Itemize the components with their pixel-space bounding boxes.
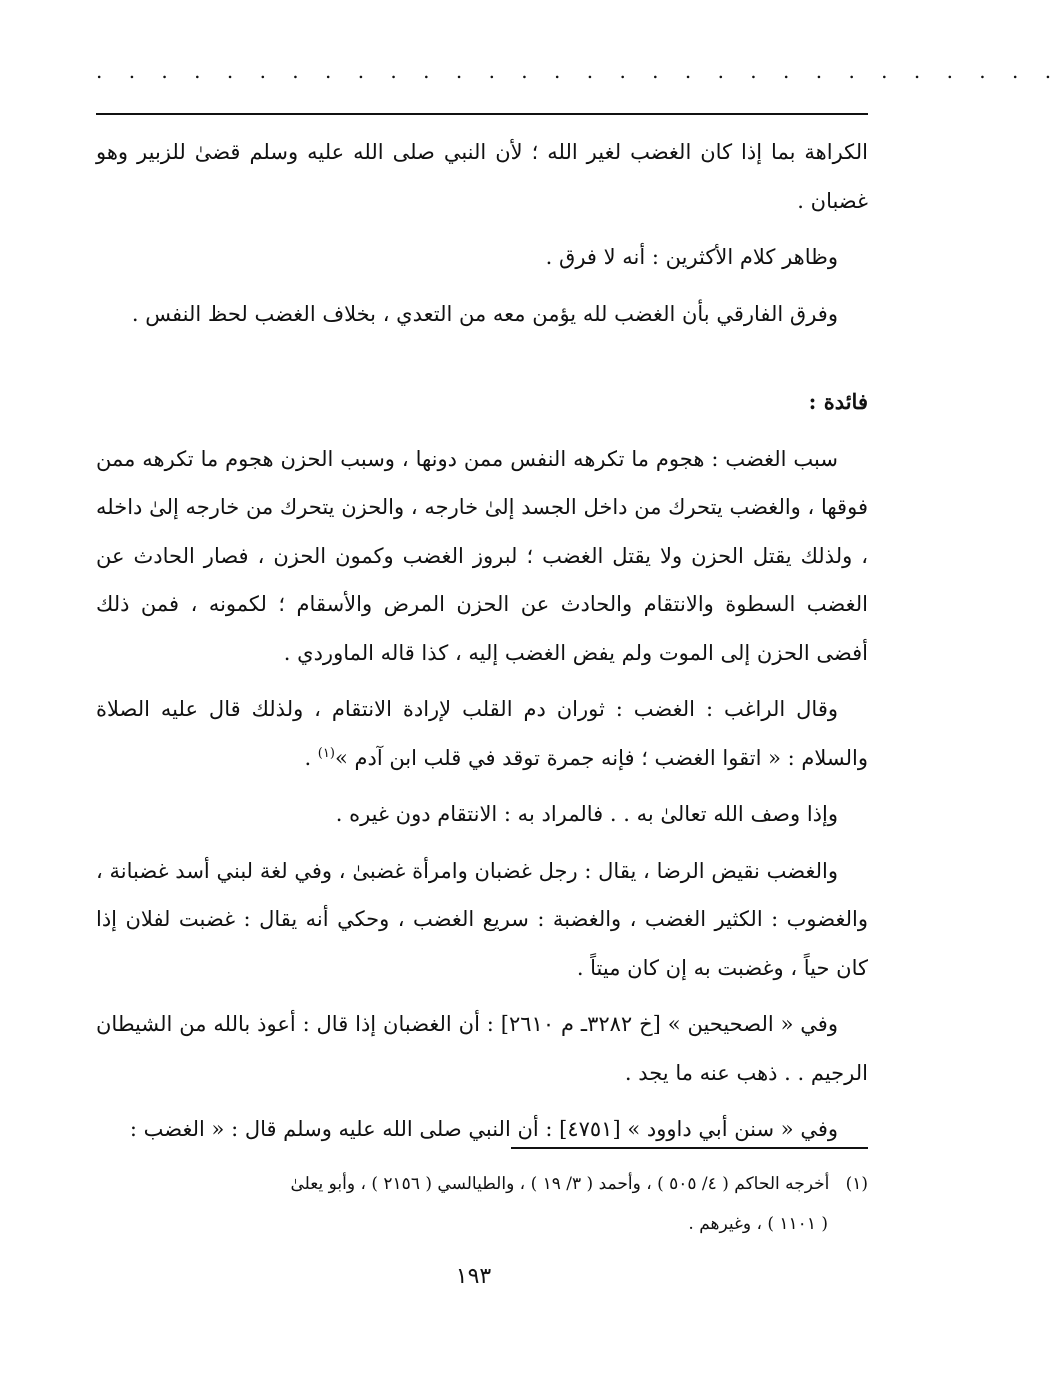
paragraph: والغضب نقيض الرضا ، يقال : رجل غضبان وامرأة غضبىٰ ، وفي لغة لبني أسد غضبانة ، والغضوب : الكثير الغضب ، والغضبة : سريع الغضب ، وحكي أنه يقال : غضبت لفلان إذا كان حياً ، وغضبت به إن كان ميتاً . [96, 858, 868, 980]
paragraph: وفي « سنن أبي داوود » [٤٧٥١] : أن النبي صلى الله عليه وسلم قال : « الغضب : [129, 1117, 838, 1141]
paragraph-tail: . [304, 745, 318, 770]
header-dotted-line: . . . . . . . . . . . . . . . . . . . . . . . . . . . . . . [96, 59, 1061, 83]
footnote-line [96, 1164, 868, 1204]
paragraph: وإذا وصف الله تعالىٰ به . . فالمراد به : الانتقام دون غيره . [335, 802, 838, 826]
paragraph-with-footnote [96, 685, 868, 782]
main-text [96, 128, 868, 1162]
footnote-reference[interactable]: (١) [317, 745, 335, 761]
footnote-continuation: ( ١١٠١ ) ، وغيرهم . [688, 1214, 828, 1234]
page-number: ١٩٣ [455, 1264, 492, 1289]
footnote-separator [511, 1147, 868, 1149]
section-heading: فائدة : [808, 389, 868, 414]
footnote-text: أخرجه الحاكم ( ٤/ ٥٠٥ ) ، وأحمد ( ٣/ ١٩ ) ، والطيالسي ( ٢١٥٦ ) ، وأبو يعلىٰ [290, 1174, 830, 1194]
footnote [96, 1164, 868, 1244]
paragraph: وظاهر كلام الأكثرين : أنه لا فرق . [545, 245, 838, 269]
paragraph-continuation: الكراهة بما إذا كان الغضب لغير الله ؛ لأن النبي صلى الله عليه وسلم قضىٰ للزبير وهو غضبان . [96, 140, 868, 213]
paragraph: وفرق الفارقي بأن الغضب لله يؤمن معه من التعدي ، بخلاف الغضب لحظ النفس . [131, 301, 838, 326]
paragraph: سبب الغضب : هجوم ما تكرهه النفس ممن دونها ، وسبب الحزن هجوم ما تكرهه ممن فوقها ، والغضب يتحرك من داخل الجسد إلىٰ خارجه ، والحزن يتحرك من خارجه إلىٰ داخله ، ولذلك يقتل الحزن ولا يقتل الغضب ؛ لبروز الغضب وكمون الحزن ، فصار الحادث عن الغضب السطوة والانتقام والحادث عن الحزن المرض والأسقام ؛ لكمونه ، فمن ذلك أفضى الحزن إلى الموت ولم يفض الغضب إليه ، كذا قاله الماوردي . [96, 446, 868, 665]
paragraph: وفي « الصحيحين » [خ ٣٢٨٢ـ م ٢٦١٠] : أن الغضبان إذا قال : أعوذ بالله من الشيطان الرجيم . . ذهب عنه ما يجد . [96, 1012, 868, 1085]
header-rule [96, 113, 868, 115]
paragraph-text: وقال الراغب : الغضب : ثوران دم القلب لإرادة الانتقام ، ولذلك قال عليه الصلاة والسلام : « اتقوا الغضب ؛ فإنه جمرة توقد في قلب ابن آدم » [96, 697, 868, 770]
footnote-number: (١) [845, 1174, 868, 1194]
